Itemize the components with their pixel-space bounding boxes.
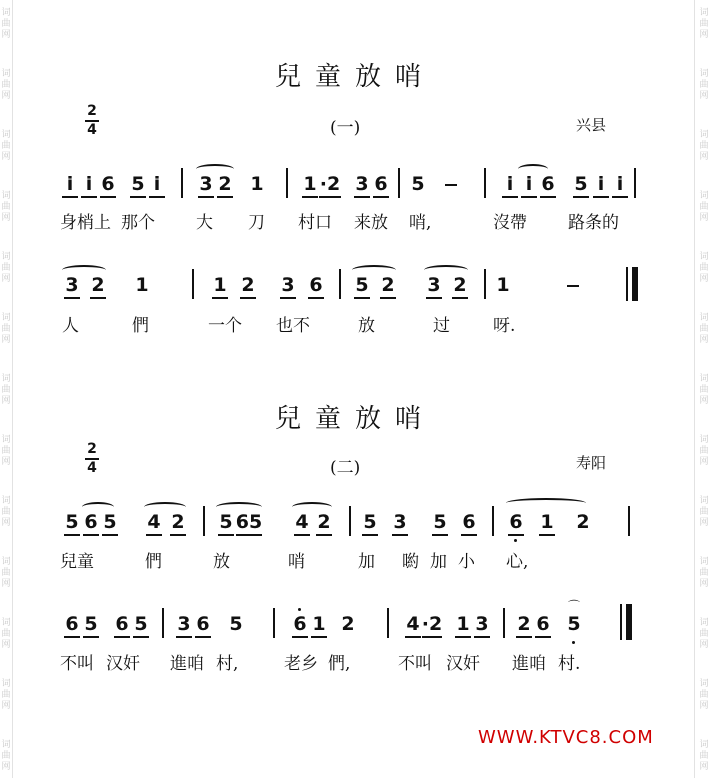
lyric-word: 哨 (288, 552, 305, 572)
watermark-char: 曲 (699, 446, 709, 456)
lyric-word: 汉奸 (106, 654, 140, 674)
jianpu-note: 2 (215, 173, 235, 195)
jianpu-note: 6 (306, 274, 326, 296)
barline (503, 608, 505, 638)
watermark-char: 词 (699, 252, 709, 262)
watermark-char: 词 (1, 252, 11, 262)
final-barline (632, 267, 638, 301)
watermark-char: 曲 (699, 751, 709, 761)
watermark-char: 网 (699, 91, 709, 101)
jianpu-note: 6 (62, 613, 82, 635)
jianpu-note: 5 (216, 511, 236, 533)
jianpu-note: 3 (174, 613, 194, 635)
jianpu-note: 5 (131, 613, 151, 635)
barline (492, 506, 494, 536)
watermark-char: 网 (1, 762, 11, 772)
watermark-char: 网 (1, 396, 11, 406)
jianpu-note: 5 (229, 613, 243, 635)
jianpu-note: i (147, 173, 167, 195)
time-sig-denominator: 4 (87, 460, 97, 476)
jianpu-note: 1 (210, 274, 230, 296)
watermark-char: 曲 (1, 141, 11, 151)
jianpu-note: ·2 (317, 173, 343, 195)
watermark-char: 词 (699, 69, 709, 79)
jianpu-note: 6 (290, 613, 310, 635)
lyric-word: 呀. (493, 316, 516, 336)
watermark-char: 词 (699, 496, 709, 506)
jianpu-note: 1 (250, 173, 264, 195)
jianpu-note: i (79, 173, 99, 195)
watermark-char: 词 (699, 8, 709, 18)
watermark-char: 词 (1, 374, 11, 384)
jianpu-note: 6 (193, 613, 213, 635)
jianpu-note: 6 (98, 173, 118, 195)
watermark-char: 词 (1, 679, 11, 689)
jianpu-note: i (500, 173, 520, 195)
watermark-char: 网 (1, 152, 11, 162)
watermark-char: 曲 (699, 690, 709, 700)
jianpu-note: 3 (472, 613, 492, 635)
lyric-word: 加 (430, 552, 447, 572)
jianpu-note: i (60, 173, 80, 195)
slur-mark (506, 498, 586, 508)
watermark-char: 网 (1, 91, 11, 101)
watermark-char: 曲 (699, 324, 709, 334)
jianpu-note: i (519, 173, 539, 195)
watermark-char: 曲 (1, 568, 11, 578)
lyric-word: 喲 (402, 552, 419, 572)
barline (634, 168, 636, 198)
watermark-char: 曲 (1, 80, 11, 90)
site-watermark: WWW.KTVC8.COM (478, 727, 654, 748)
watermark-char: 网 (1, 335, 11, 345)
song1-place: 兴县 (576, 116, 607, 134)
jianpu-note: 5 (100, 511, 120, 533)
watermark-char: 词 (699, 130, 709, 140)
watermark-char: 曲 (699, 629, 709, 639)
watermark-char: 网 (1, 701, 11, 711)
watermark-char: 词 (1, 8, 11, 18)
watermark-char: 曲 (1, 507, 11, 517)
lyric-word: 哨, (409, 213, 432, 233)
jianpu-note: 1 (537, 511, 557, 533)
jianpu-note: 1 (135, 274, 149, 296)
jianpu-note: 2 (576, 511, 590, 533)
song1-section-number: (一) (330, 118, 361, 138)
watermark-char: 曲 (1, 690, 11, 700)
barline (162, 608, 164, 638)
jianpu-note: 5 (564, 613, 584, 635)
watermark-char: 曲 (1, 202, 11, 212)
watermark-char: 网 (699, 30, 709, 40)
lyric-word: 加 (358, 552, 375, 572)
lyric-word: 們 (145, 552, 162, 572)
watermark-char: 曲 (699, 385, 709, 395)
song2-time-signature (83, 442, 101, 476)
jianpu-note: 5 (128, 173, 148, 195)
watermark-char: 词 (1, 618, 11, 628)
watermark-char: 网 (1, 579, 11, 589)
watermark-char: 词 (1, 69, 11, 79)
watermark-char: 曲 (1, 19, 11, 29)
lyric-word: 沒帶 (493, 213, 527, 233)
lyric-word: 路条的 (568, 213, 619, 233)
jianpu-note: 3 (352, 173, 372, 195)
watermark-char: 词 (1, 191, 11, 201)
watermark-char: 曲 (699, 263, 709, 273)
jianpu-note: 3 (424, 274, 444, 296)
watermark-char: 曲 (699, 568, 709, 578)
watermark-char: 词 (1, 740, 11, 750)
jianpu-note: 4 (292, 511, 312, 533)
lyric-word: 大 (196, 213, 213, 233)
jianpu-note: 2 (341, 613, 355, 635)
lyric-word: 也不 (276, 316, 310, 336)
watermark-char: 网 (699, 213, 709, 223)
lyric-word: 不叫 (60, 654, 94, 674)
lyric-word: 那个 (121, 213, 155, 233)
song1-title: 兒童放哨 (274, 62, 435, 92)
lyric-word: 刀 (248, 213, 265, 233)
lyric-word: 不叫 (398, 654, 432, 674)
jianpu-note: 5 (81, 613, 101, 635)
jianpu-note: 6 (538, 173, 558, 195)
watermark-char: 曲 (1, 751, 11, 761)
watermark-char: 网 (699, 640, 709, 650)
watermark-char: 词 (699, 679, 709, 689)
jianpu-note: 65 (235, 511, 263, 533)
jianpu-note: 4 (144, 511, 164, 533)
fermata-mark: ⌒ (567, 599, 580, 613)
watermark-char: 网 (699, 152, 709, 162)
jianpu-note: 2 (88, 274, 108, 296)
lyric-word: 汉奸 (446, 654, 480, 674)
lyric-word: 兒童 (60, 552, 94, 572)
watermark-char: 词 (699, 435, 709, 445)
barline (192, 269, 194, 299)
lyric-word: 放 (358, 316, 375, 336)
watermark-char: 曲 (699, 80, 709, 90)
barline (286, 168, 288, 198)
jianpu-note: 4 (403, 613, 423, 635)
time-sig-numerator: 2 (87, 441, 97, 457)
song2-section-number: (二) (330, 458, 361, 478)
jianpu-note: 3 (390, 511, 410, 533)
jianpu-note: 5 (360, 511, 380, 533)
watermark-char: 词 (699, 191, 709, 201)
song2-place: 寿阳 (576, 454, 607, 472)
watermark-char: 网 (699, 518, 709, 528)
watermark-char: 网 (1, 457, 11, 467)
lyric-word: 村, (216, 654, 239, 674)
watermark-char: 网 (1, 274, 11, 284)
watermark-char: 曲 (1, 263, 11, 273)
watermark-char: 网 (699, 335, 709, 345)
song1-time-signature (83, 104, 101, 138)
watermark-char: 词 (699, 313, 709, 323)
watermark-char: 词 (699, 374, 709, 384)
dash-extension (567, 285, 579, 287)
jianpu-note: 1 (496, 274, 510, 296)
time-sig-numerator: 2 (87, 103, 97, 119)
lyric-word: 小 (458, 552, 475, 572)
watermark-char: 词 (1, 130, 11, 140)
barline (484, 269, 486, 299)
barline (273, 608, 275, 638)
lyric-word: 身梢上 (60, 213, 111, 233)
lyric-word: 村. (558, 654, 581, 674)
lyric-word: 放 (213, 552, 230, 572)
jianpu-note: i (591, 173, 611, 195)
jianpu-note: 6 (506, 511, 526, 533)
barline (626, 267, 628, 301)
lyric-word: 進咱 (512, 654, 546, 674)
watermark-char: 曲 (1, 324, 11, 334)
barline (484, 168, 486, 198)
barline (339, 269, 341, 299)
time-sig-denominator: 4 (87, 122, 97, 138)
lyric-word: 進咱 (170, 654, 204, 674)
barline (349, 506, 351, 536)
lyric-word: 来放 (354, 213, 388, 233)
watermark-char: 曲 (699, 507, 709, 517)
jianpu-note: 3 (62, 274, 82, 296)
watermark-char: 词 (699, 618, 709, 628)
watermark-char: 网 (1, 213, 11, 223)
lyric-word: 們 (132, 316, 149, 336)
watermark-char: 网 (1, 30, 11, 40)
lyric-word: 們, (328, 654, 351, 674)
jianpu-note: i (610, 173, 630, 195)
watermark-char: 曲 (699, 141, 709, 151)
jianpu-note: 5 (430, 511, 450, 533)
watermark-char: 曲 (699, 19, 709, 29)
jianpu-note: 2 (238, 274, 258, 296)
jianpu-note: 6 (371, 173, 391, 195)
jianpu-note: 3 (196, 173, 216, 195)
watermark-char: 网 (699, 396, 709, 406)
song2-title: 兒童放哨 (274, 404, 435, 434)
jianpu-note: 2 (168, 511, 188, 533)
jianpu-note: 5 (352, 274, 372, 296)
watermark-char: 网 (699, 701, 709, 711)
watermark-char: 词 (1, 435, 11, 445)
watermark-char: 网 (1, 518, 11, 528)
jianpu-note: 1 (300, 173, 320, 195)
jianpu-note: 6 (81, 511, 101, 533)
barline (181, 168, 183, 198)
barline (398, 168, 400, 198)
jianpu-note: 5 (571, 173, 591, 195)
watermark-char: 网 (699, 457, 709, 467)
watermark-char: 词 (1, 313, 11, 323)
lyric-word: 过 (433, 316, 450, 336)
watermark-char: 词 (1, 496, 11, 506)
jianpu-note: ·2 (421, 613, 443, 635)
lyric-word: 一个 (208, 316, 242, 336)
watermark-char: 曲 (1, 629, 11, 639)
jianpu-note: 5 (411, 173, 425, 195)
jianpu-note: 2 (450, 274, 470, 296)
watermark-char: 词 (699, 557, 709, 567)
watermark-char: 词 (699, 740, 709, 750)
watermark-char: 网 (1, 640, 11, 650)
jianpu-note: 2 (514, 613, 534, 635)
dash-extension (445, 184, 457, 186)
lyric-word: 人 (62, 316, 79, 336)
jianpu-note: 6 (459, 511, 479, 533)
lyric-word: 村口 (298, 213, 332, 233)
jianpu-note: 2 (378, 274, 398, 296)
watermark-char: 网 (699, 762, 709, 772)
watermark-char: 曲 (1, 446, 11, 456)
lyric-word: 心, (506, 552, 529, 572)
jianpu-note: 6 (533, 613, 553, 635)
watermark-char: 曲 (699, 202, 709, 212)
lyric-word: 老乡 (284, 654, 318, 674)
final-barline (626, 604, 632, 640)
jianpu-note: 3 (278, 274, 298, 296)
jianpu-note: 5 (62, 511, 82, 533)
jianpu-note: 1 (309, 613, 329, 635)
barline (620, 604, 622, 640)
watermark-char: 词 (1, 557, 11, 567)
jianpu-note: 2 (314, 511, 334, 533)
barline (628, 506, 630, 536)
jianpu-note: 1 (453, 613, 473, 635)
watermark-char: 网 (699, 579, 709, 589)
barline (203, 506, 205, 536)
watermark-char: 曲 (1, 385, 11, 395)
watermark-char: 网 (699, 274, 709, 284)
jianpu-note: 6 (112, 613, 132, 635)
barline (387, 608, 389, 638)
